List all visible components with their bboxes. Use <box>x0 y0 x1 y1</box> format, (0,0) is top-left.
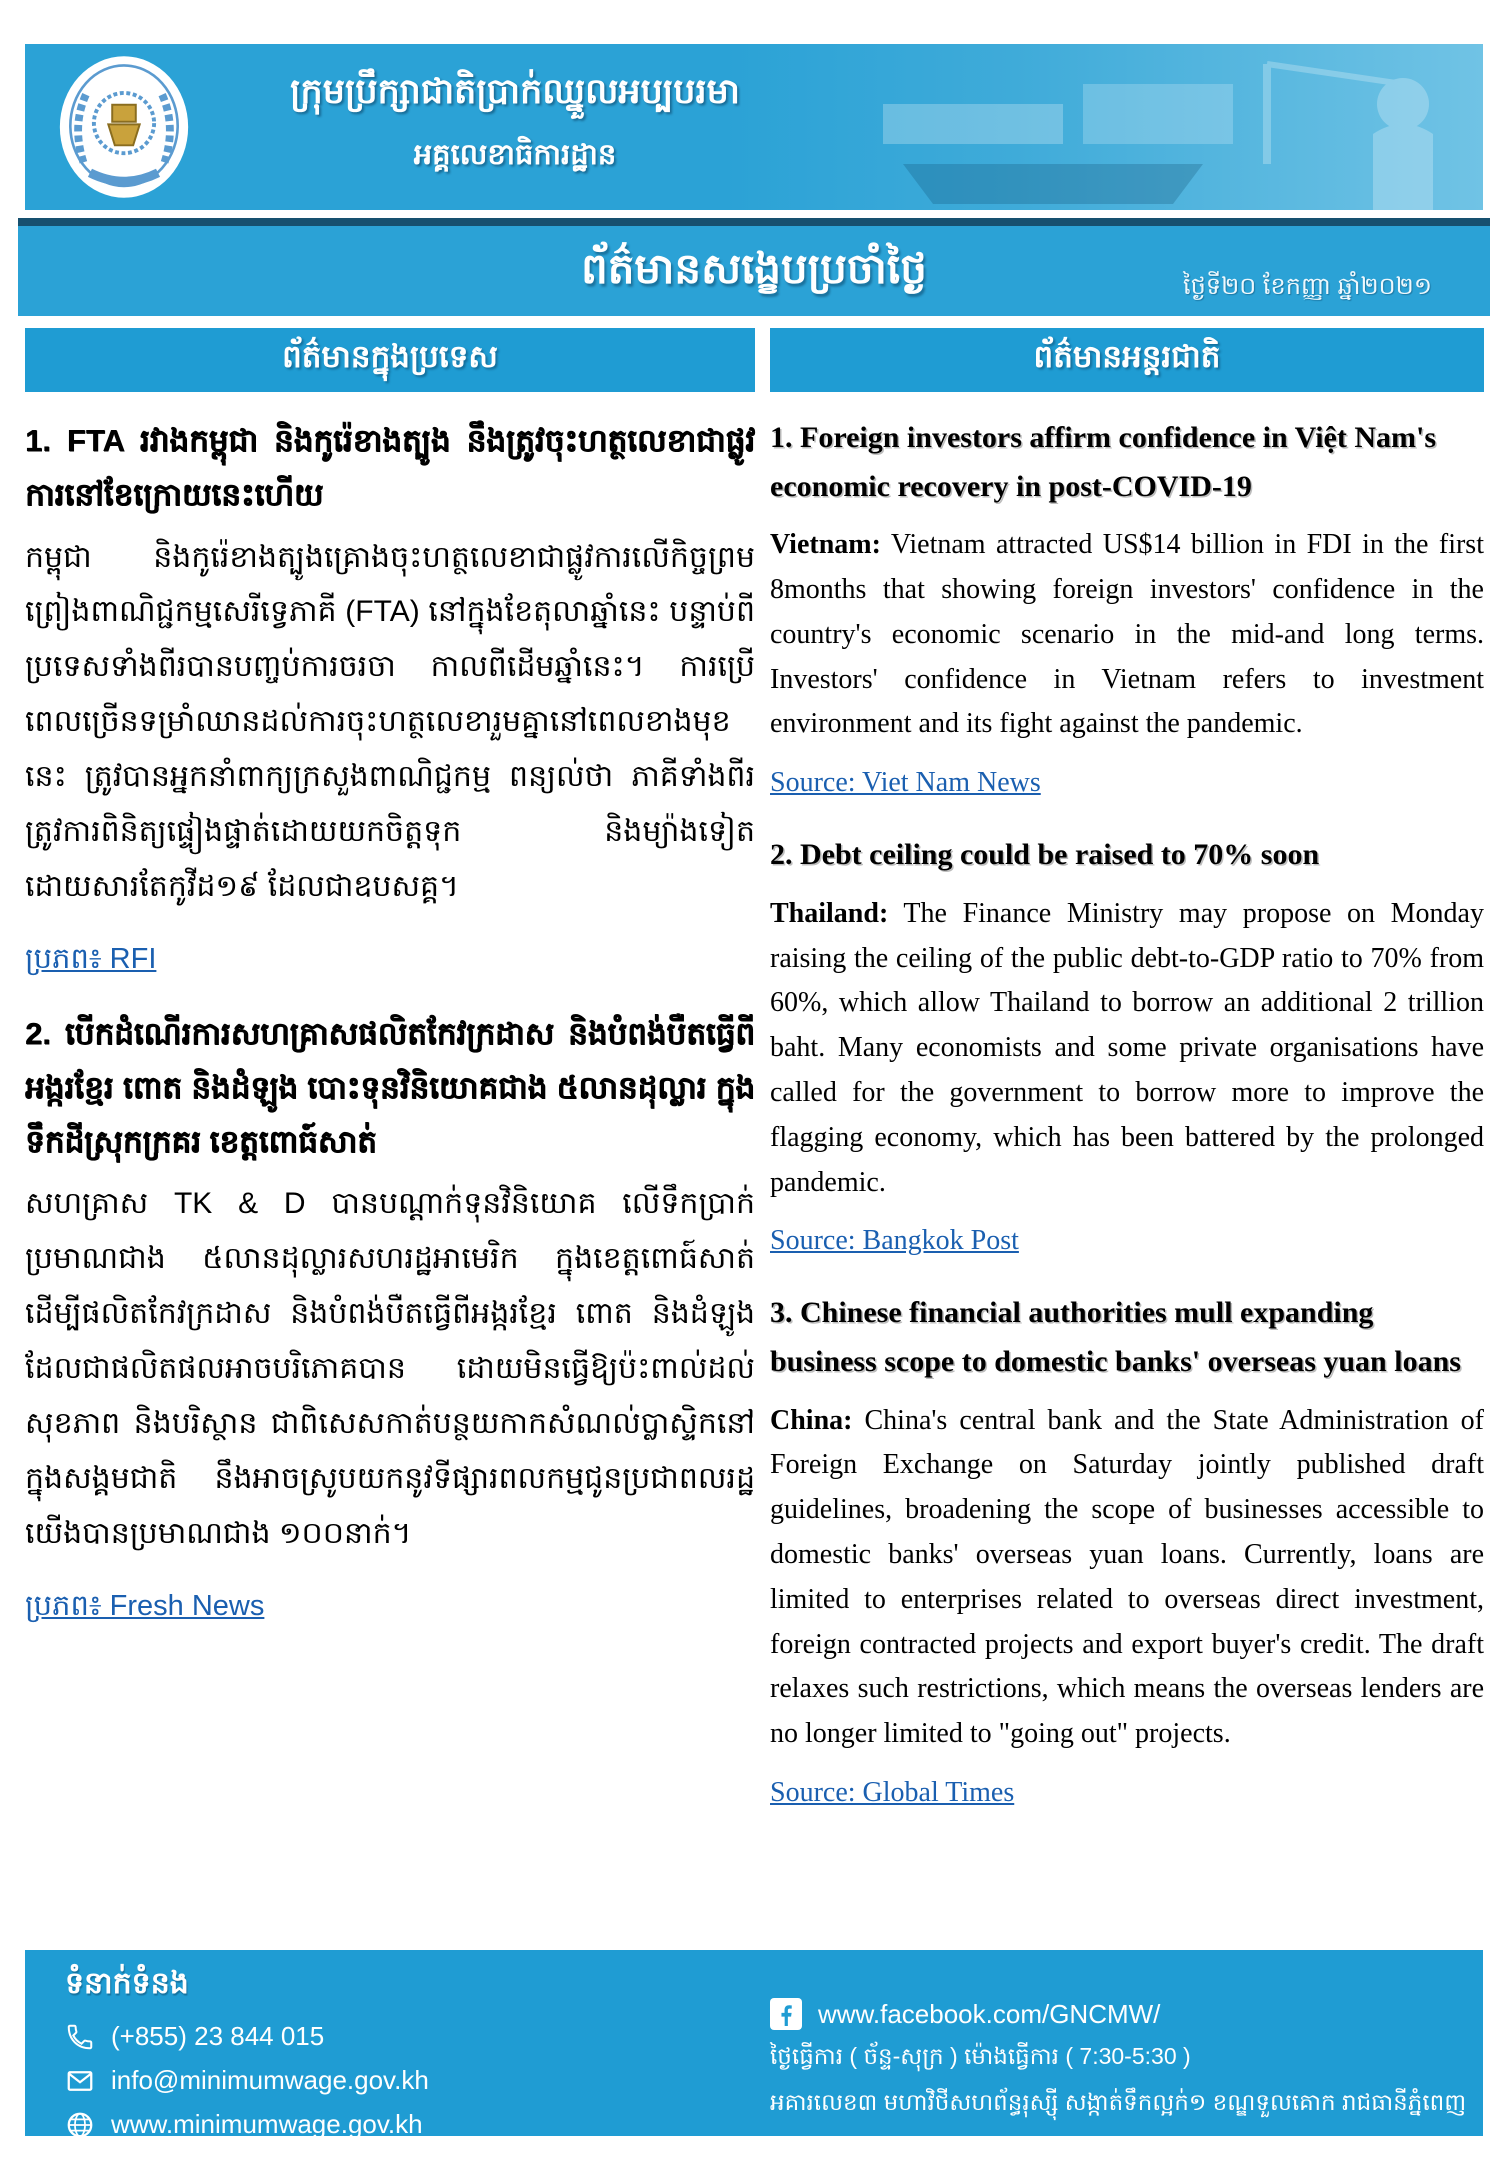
footer-contact-block <box>65 1964 429 2140</box>
source-link-global-times[interactable]: Source: Global Times <box>770 1776 1015 1808</box>
article-body: សហគ្រាស TK & D បានបណ្តាក់ទុនវិនិយោគ លើទឹកប្រាក់ប្រមាណជាង ៥លានដុល្លារសហរដ្ឋអាមេរិក ក្នុងខេត្តពោធ៍សាត់ ដើម្បីផលិតកែវក្រដាស និងបំពង់បឺតធ្វើពីអង្ករខ្មែរ ពោត និងដំឡូង ដែលជាផលិតផលអាចបរិភោគបាន ដោយមិនធ្វើឱ្យប៉ះពាល់ដល់សុខភាព និងបរិស្ថាន ជាពិសេសកាត់បន្ថយកាកសំណល់ប្លាស្ទិកនៅក្នុងសង្គមជាតិ នឹងអាចស្រូបយកនូវទីផ្សារពលកម្មជូនប្រជាពលរដ្ឋយើងបានប្រមាណជាង ១០០នាក់។ <box>25 1187 755 1550</box>
article-lead: China: <box>770 1404 853 1436</box>
page-title: ព័ត៌មានសង្ខេបប្រចាំថ្ងៃ <box>581 245 927 292</box>
article-title: 3. Chinese financial authorities mull expanding business scope to domestic banks' overseas yuan loans <box>770 1296 1461 1378</box>
website-link[interactable]: www.minimumwage.gov.kh <box>111 2109 423 2139</box>
domestic-article-1 <box>25 414 755 987</box>
organization-emblem-logo <box>57 55 191 199</box>
article-text: China's central bank and the State Administration of Foreign Exchange on Saturday jointly published draft guidelines, broadening the scope of businesses accessible to domestic banks' overseas yuan loans. Currently, loans are limited to enterprises related to overseas direct investment, foreign contracted projects and export buyer's credit. The draft relaxes such restrictions, which means the overseas lenders are no longer limited to "going out" projects. <box>770 1404 1484 1750</box>
source-link-fresh-news[interactable]: ប្រភព៖ Fresh News <box>25 1589 265 1622</box>
international-article-1 <box>770 414 1484 801</box>
international-news-header: ព័ត៌មានអន្តរជាតិ <box>770 328 1484 392</box>
issue-date: ថ្ងៃទី២០ ខែកញ្ញា ឆ្នាំ២០២១ <box>1183 273 1432 300</box>
email-row <box>65 2065 429 2096</box>
port-photo <box>843 44 1483 210</box>
header-banner <box>25 44 1483 210</box>
footer <box>25 1950 1483 2139</box>
article-body: កម្ពុជា និងកូរ៉េខាងត្បូងគ្រោងចុះហត្ថលេខាជាផ្លូវការលើកិច្ចព្រមព្រៀងពាណិជ្ជកម្មសេរីទ្វេភាគី (FTA) នៅក្នុងខែតុលាឆ្នាំនេះ បន្ទាប់ពីប្រទេសទាំងពីរបានបញ្ចប់ការចរចា កាលពីដើមឆ្នាំនេះ។ ការប្រើពេលច្រើនទម្រាំឈានដល់ការចុះហត្ថលេខារួមគ្នានៅពេលខាងមុខនេះ ត្រូវបានអ្នកនាំពាក្យក្រសួងពាណិជ្ជកម្ម ពន្យល់ថា ភាគីទាំងពីរត្រូវការពិនិត្យផ្ទៀងផ្ទាត់ដោយយកចិត្តទុក និងម្យ៉ាងទៀតដោយសារតែកូវីដ១៩ ដែលជាឧបសគ្គ។ <box>25 540 755 903</box>
working-hours: ថ្ងៃធ្វើការ ( ច័ន្ទ-សុក្រ ) ម៉ោងធ្វើការ ( 7:30-5:30 ) <box>770 2043 1191 2069</box>
international-news-column <box>770 328 1484 1811</box>
phone-number: (+855) 23 844 015 <box>111 2021 325 2051</box>
facebook-link[interactable]: www.facebook.com/GNCMW/ <box>818 1998 1161 2029</box>
facebook-icon <box>770 1998 802 2030</box>
contact-title: ទំនាក់ទំនង <box>65 1967 189 2000</box>
organization-name-line2: អគ្គលេខាធិការដ្ឋាន <box>413 139 617 171</box>
source-link-viet-nam-news[interactable]: Source: Viet Nam News <box>770 767 1041 799</box>
article-title: 1. Foreign investors affirm confidence in Việt Nam's economic recovery in post-COVID-19 <box>770 421 1437 503</box>
article-title: 1. FTA រវាងកម្ពុជា និងកូរ៉េខាងត្បូង នឹងត្រូវចុះហត្ថលេខាជាផ្លូវការនៅខែក្រោយនេះហើយ <box>25 423 755 513</box>
source-link-rfi[interactable]: ប្រភព៖ RFI <box>25 942 157 975</box>
article-lead: Thailand: <box>770 897 889 929</box>
footer-social-block <box>770 1998 1466 2122</box>
website-row <box>65 2109 429 2140</box>
article-title: 2. Debt ceiling could be raised to 70% soon <box>770 838 1320 872</box>
source-link-bangkok-post[interactable]: Source: Bangkok Post <box>770 1225 1019 1257</box>
article-body <box>770 1399 1484 1757</box>
organization-name-block <box>225 70 805 179</box>
article-lead: Vietnam: <box>770 529 881 561</box>
globe-icon <box>65 2110 95 2140</box>
international-article-2 <box>770 831 1484 1259</box>
phone-row <box>65 2021 429 2052</box>
office-address: អគារលេខ៣ មហាវិថីសហព័ន្ធរុស្ស៊ី សង្កាត់ទឹកល្អក់១ ខណ្ឌទួលគោក រាជធានីភ្នំពេញ <box>770 2089 1467 2115</box>
envelope-icon <box>65 2066 95 2096</box>
article-body <box>770 892 1484 1206</box>
phone-icon <box>65 2022 95 2052</box>
article-title: 2. បើកដំណើរការសហគ្រាសផលិតកែវក្រដាស និងបំពង់បឺតធ្វើពីអង្ករខ្មែរ ពោត និងដំឡូង បោះទុនវិនិយោគជាង ៥លានដុល្លារ ក្នុងទឹកដីស្រុកក្រគរ ខេត្តពោធ៍សាត់ <box>25 1015 755 1160</box>
email-link[interactable]: info@minimumwage.gov.kh <box>111 2065 429 2095</box>
article-body <box>770 523 1484 747</box>
domestic-article-2 <box>25 1007 755 1634</box>
title-banner <box>18 226 1490 316</box>
international-article-3 <box>770 1289 1484 1811</box>
divider-stripe <box>18 218 1490 226</box>
domestic-news-column <box>25 328 755 1634</box>
organization-name-line1: ក្រុមប្រឹក្សាជាតិប្រាក់ឈ្នួលអប្បបរមា <box>290 72 740 111</box>
article-text: Vietnam attracted US$14 billion in FDI in the first 8months that showing foreign investors' confidence in the country's economic scenario in the mid-and long terms. Investors' confidence in Vietnam refers to investment environment and its fight against the pandemic. <box>770 529 1484 740</box>
domestic-news-header: ព័ត៌មានក្នុងប្រទេស <box>25 328 755 392</box>
facebook-row <box>770 1998 1466 2030</box>
article-text: The Finance Ministry may propose on Monday raising the ceiling of the public debt-to-GDP ratio to 70% from 60%, which allow Thailand to borrow an additional 2 trillion baht. Many economists and some private organisations have called for the government to borrow more to improve the flagging economy, which has been battered by the prolonged pandemic. <box>770 897 1484 1198</box>
